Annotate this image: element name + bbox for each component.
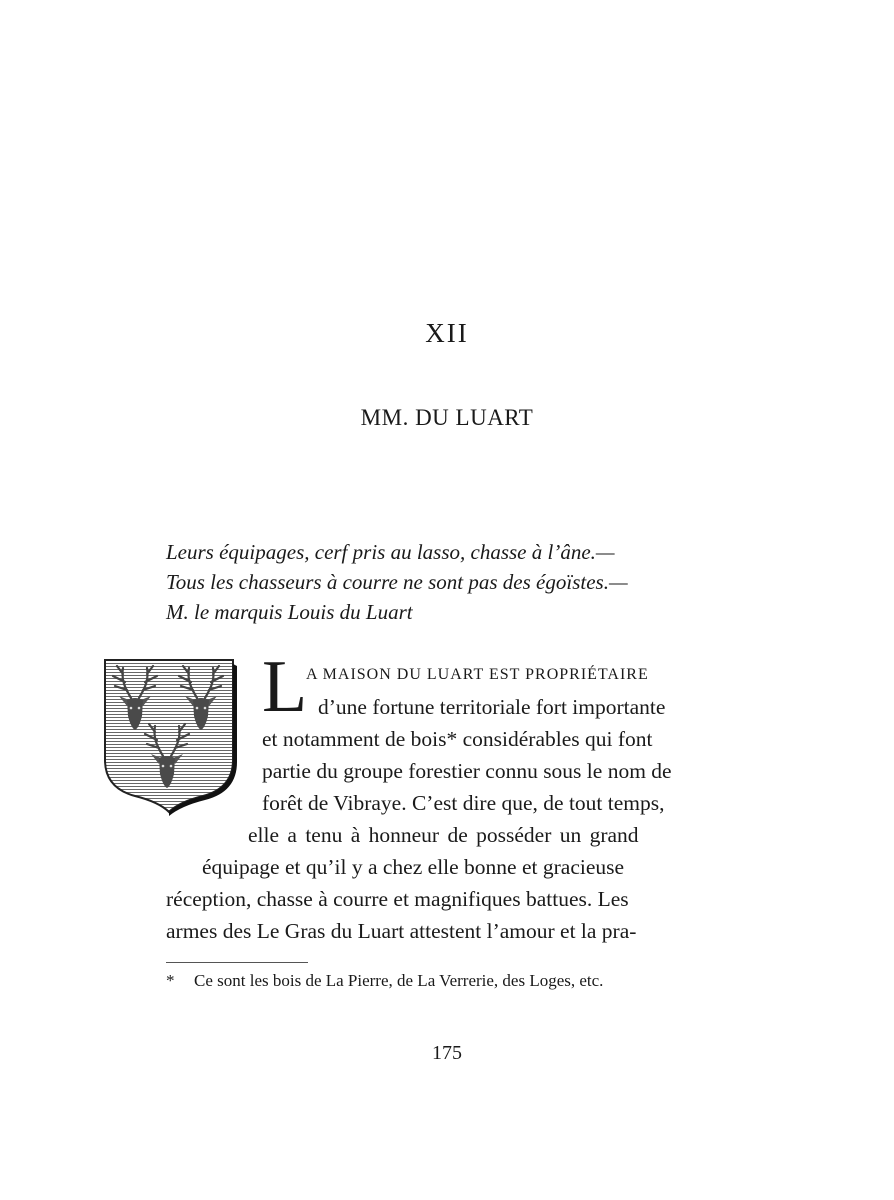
- drop-cap: L: [262, 646, 308, 728]
- opening-smallcaps: A MAISON DU LUART EST PROPRIÉTAIRE: [306, 666, 649, 683]
- page-number: 175: [432, 1042, 462, 1064]
- footnote: [166, 971, 603, 991]
- body-line: elle a tenu à honneur de posséder un grand: [248, 823, 639, 847]
- footnote-rule: [166, 962, 308, 963]
- body-line: réception, chasse à courre et magnifiques battues. Les: [166, 887, 629, 911]
- body-paragraph: [166, 646, 726, 947]
- body-line: et notamment de bois* considérables qui font: [262, 727, 653, 751]
- summary-line: Tous les chasseurs à courre ne sont pas des égoïstes.—: [166, 570, 628, 594]
- body-line: équipage et qu’il y a chez elle bonne et gracieuse: [202, 855, 625, 879]
- body-line: armes des Le Gras du Luart attestent l’amour et la pra-: [166, 919, 637, 943]
- footnote-text: Ce sont les bois de La Pierre, de La Verrerie, des Loges, etc.: [194, 971, 604, 990]
- body-line: d’une fortune territoriale fort importante: [318, 695, 666, 719]
- chapter-title: MM. DU LUART: [360, 405, 534, 430]
- chapter-summary: [166, 537, 726, 627]
- body-line: forêt de Vibraye. C’est dire que, de tout temps,: [262, 791, 665, 815]
- body-line: partie du groupe forestier connu sous le nom de: [262, 759, 672, 783]
- summary-line: M. le marquis Louis du Luart: [166, 600, 413, 624]
- footnote-mark: *: [166, 971, 175, 990]
- chapter-number: XII: [425, 318, 469, 348]
- summary-line: Leurs équipages, cerf pris au lasso, chasse à l’âne.—: [166, 540, 615, 564]
